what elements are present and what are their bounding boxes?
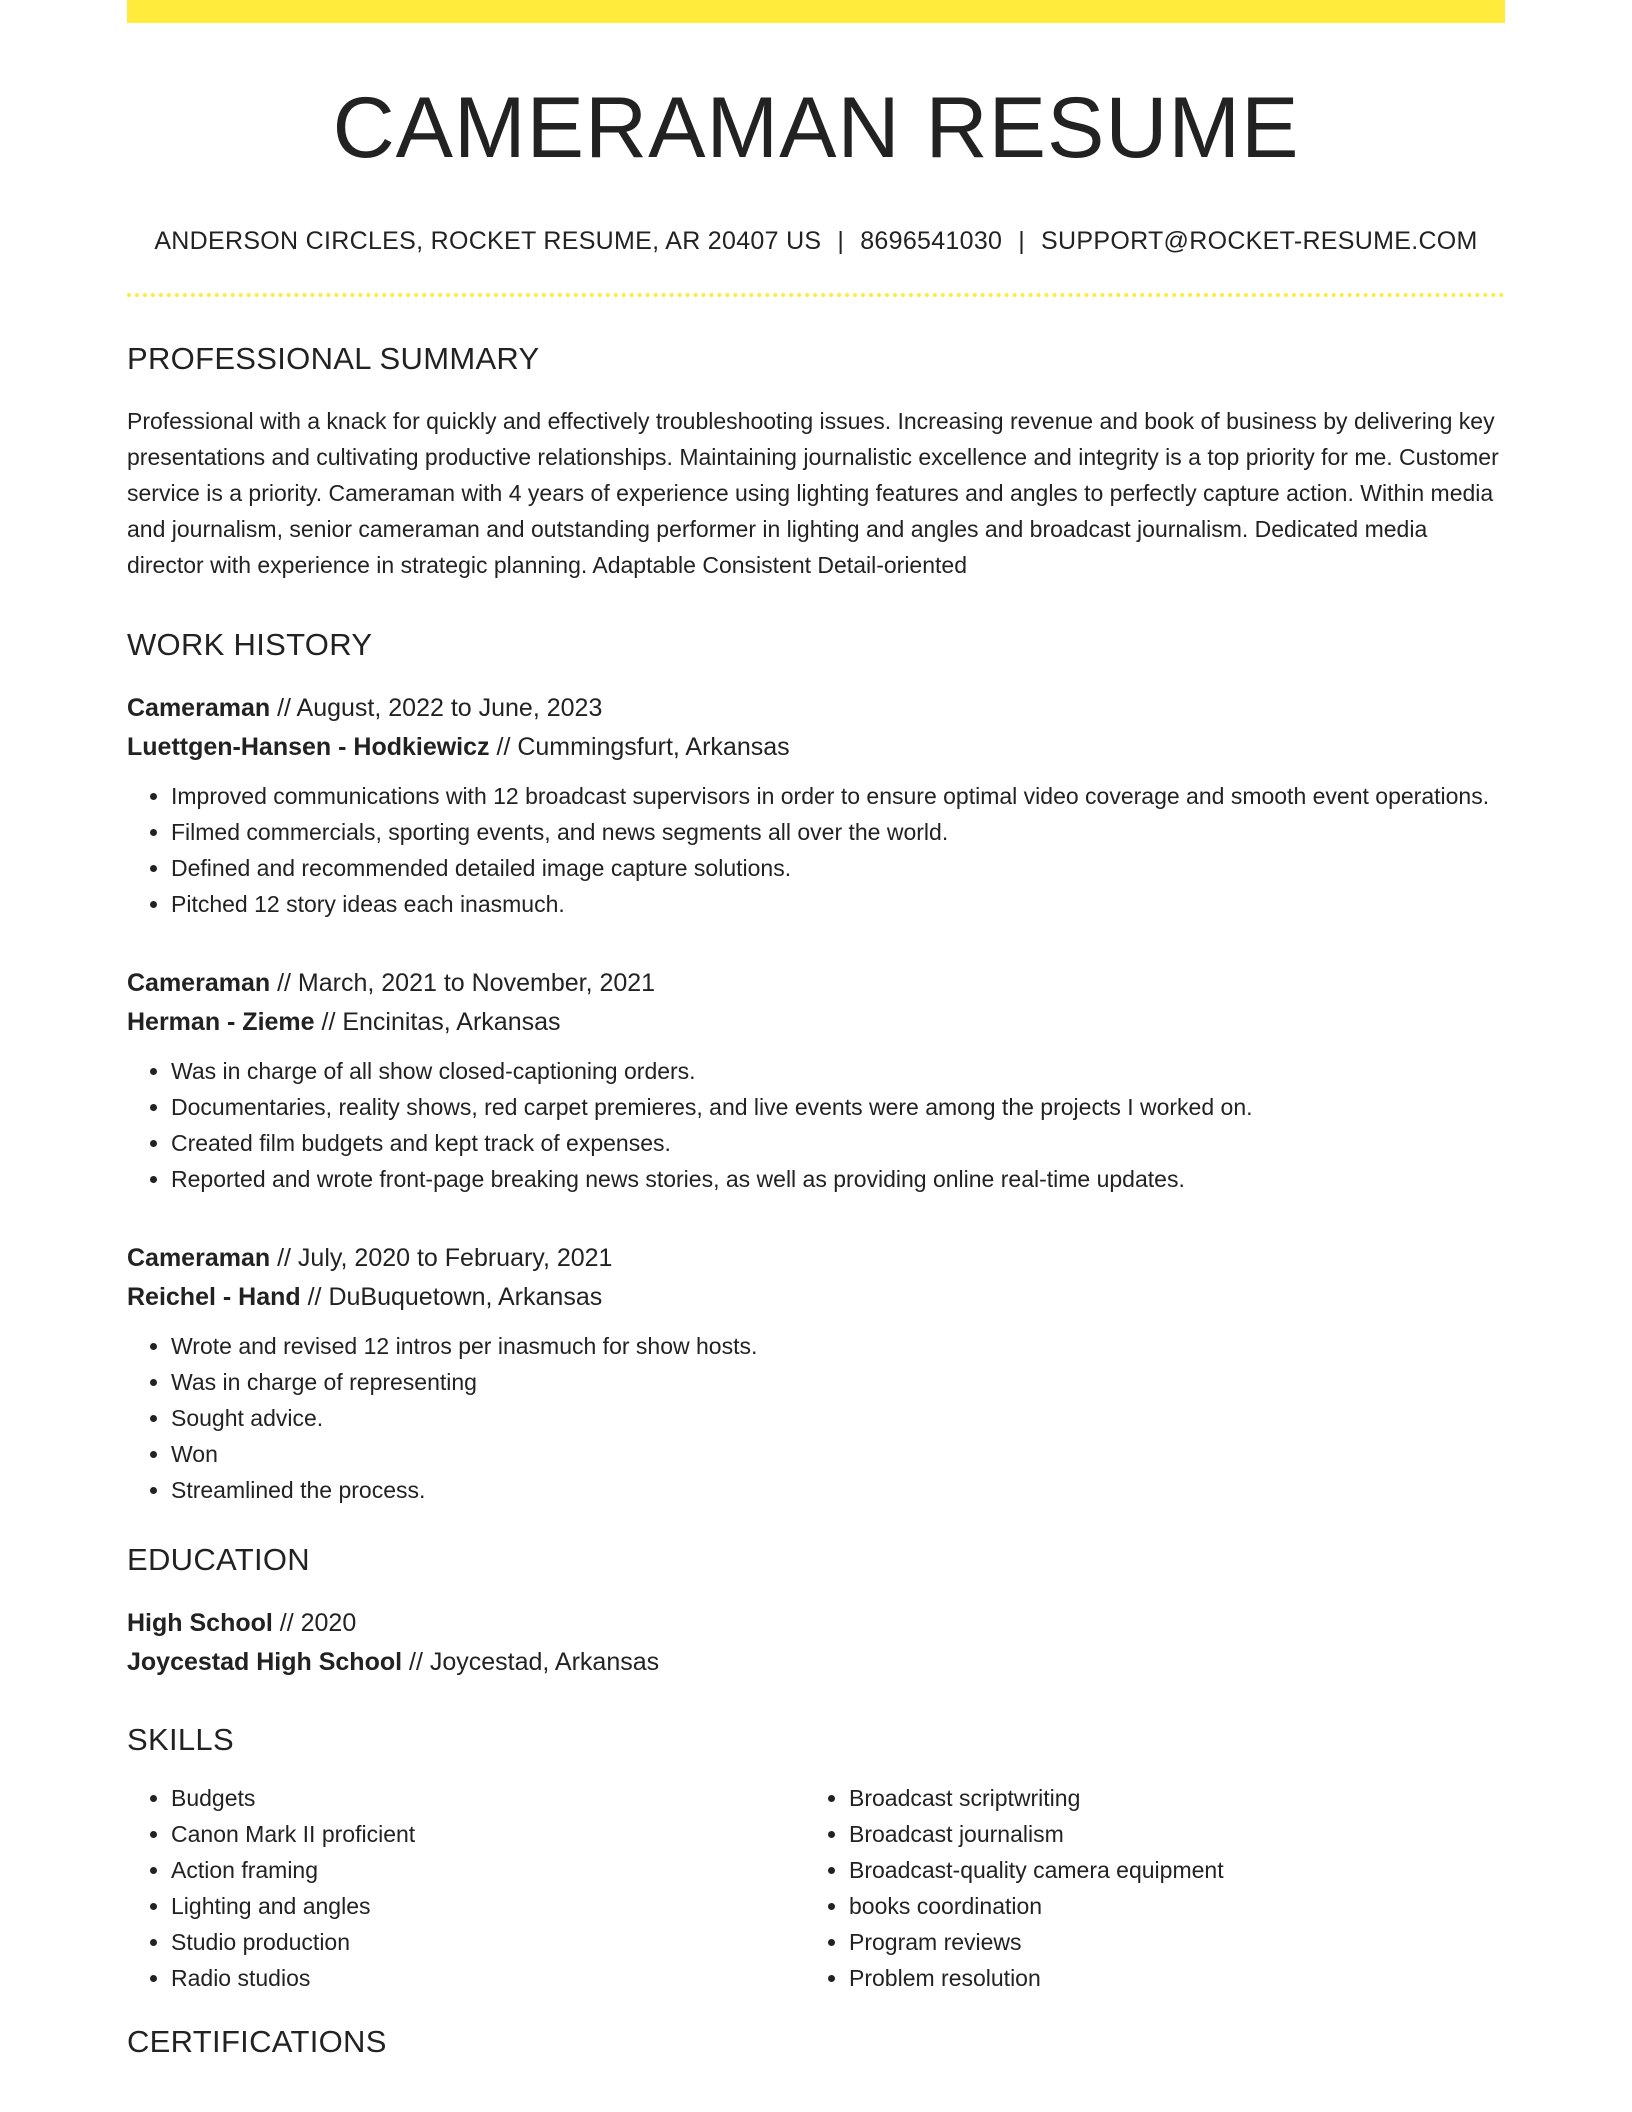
job-bullets [127, 778, 1505, 922]
skills-column-right [805, 1780, 1483, 1996]
job-company: Reichel - Hand [127, 1283, 301, 1311]
skills-list [127, 1780, 1505, 1996]
skill-item: • Broadcast-quality camera equipment [849, 1852, 1483, 1888]
job-title-line [127, 964, 1505, 1003]
list-item: • Defined and recommended detailed image capture solutions. [171, 850, 1505, 886]
list-item: • Was in charge of all show closed-captioning orders. [171, 1053, 1505, 1089]
contact-line [127, 227, 1505, 256]
job-dates: // March, 2021 to November, 2021 [270, 969, 656, 997]
skill-item: • Broadcast scriptwriting [849, 1780, 1483, 1816]
skill-item: • Budgets [171, 1780, 805, 1816]
skill-item: • Canon Mark II proficient [171, 1816, 805, 1852]
contact-separator: | [1018, 227, 1026, 255]
top-accent-bar [127, 0, 1505, 23]
job-company-line [127, 1278, 1505, 1317]
job-title: Cameraman [127, 1244, 271, 1272]
skill-item: • Action framing [171, 1852, 805, 1888]
job-entry [127, 689, 1505, 922]
list-item: • Filmed commercials, sporting events, and news segments all over the world. [171, 814, 1505, 850]
job-entry [127, 1239, 1505, 1508]
education-degree: High School [127, 1609, 273, 1637]
certifications-heading: CERTIFICATIONS [127, 2024, 387, 2059]
job-location: // Cummingsfurt, Arkansas [489, 733, 790, 761]
contact-separator: | [837, 227, 845, 255]
job-title: Cameraman [127, 694, 271, 722]
list-item: • Sought advice. [171, 1400, 1505, 1436]
skills-column-left [127, 1780, 805, 1996]
list-item: • Won [171, 1436, 1505, 1472]
list-item: • Wrote and revised 12 intros per inasmuch for show hosts. [171, 1328, 1505, 1364]
skill-item: • Radio studios [171, 1960, 805, 1996]
resume-page [127, 0, 1505, 2060]
job-bullets [127, 1328, 1505, 1508]
job-entry [127, 964, 1505, 1197]
list-item: • Documentaries, reality shows, red carpet premieres, and live events were among the projects I worked on. [171, 1089, 1505, 1125]
job-company: Herman - Zieme [127, 1008, 315, 1036]
list-item: • Pitched 12 story ideas each inasmuch. [171, 886, 1505, 922]
job-dates: // August, 2022 to June, 2023 [270, 694, 603, 722]
education-school: Joycestad High School [127, 1648, 403, 1676]
job-company-line [127, 728, 1505, 767]
list-item: • Improved communications with 12 broadcast supervisors in order to ensure optimal video coverage and smooth event operations. [171, 778, 1505, 814]
job-location: // DuBuquetown, Arkansas [300, 1283, 603, 1311]
job-title-line [127, 689, 1505, 728]
job-title: Cameraman [127, 969, 271, 997]
education-entry [127, 1604, 1505, 1682]
contact-phone: 8696541030 [860, 227, 1003, 255]
skill-item: • Problem resolution [849, 1960, 1483, 1996]
skill-item: • Studio production [171, 1924, 805, 1960]
education-school-line [127, 1643, 1505, 1682]
job-location: // Encinitas, Arkansas [314, 1008, 561, 1036]
job-dates: // July, 2020 to February, 2021 [270, 1244, 613, 1272]
summary-heading: PROFESSIONAL SUMMARY [127, 341, 540, 376]
education-heading: EDUCATION [127, 1542, 310, 1577]
skill-item: • Broadcast journalism [849, 1816, 1483, 1852]
skills-heading: SKILLS [127, 1722, 234, 1757]
summary-text: Professional with a knack for quickly and effectively troubleshooting issues. Increasing revenue and book of business by delivering key presentations and cultivating productive relationships. Maintaining journalistic excellence and integrity is a top priority for me. Customer service is a priority. Cameraman with 4 years of experience using lighting features and angles to perfectly capture action. Within media and journalism, senior cameraman and outstanding performer in lighting and angles and broadcast journalism. Dedicated media director with experience in strategic planning. Adaptable Consistent Detail-oriented [127, 408, 1499, 578]
job-company: Luettgen-Hansen - Hodkiewicz [127, 733, 490, 761]
list-item: • Was in charge of representing [171, 1364, 1505, 1400]
skill-item: • books coordination [849, 1888, 1483, 1924]
list-item: • Streamlined the process. [171, 1472, 1505, 1508]
job-bullets [127, 1053, 1505, 1197]
skill-item: • Lighting and angles [171, 1888, 805, 1924]
education-location: // Joycestad, Arkansas [402, 1648, 660, 1676]
skill-item: • Program reviews [849, 1924, 1483, 1960]
contact-address: ANDERSON CIRCLES, ROCKET RESUME, AR 20407 US [154, 227, 822, 255]
education-year: // 2020 [272, 1609, 357, 1637]
contact-email: SUPPORT@ROCKET-RESUME.COM [1041, 227, 1478, 255]
work-history-heading: WORK HISTORY [127, 627, 373, 662]
resume-title: CAMERAMAN RESUME [332, 80, 1300, 176]
dotted-divider [127, 293, 1505, 297]
list-item: • Reported and wrote front-page breaking news stories, as well as providing online real-time updates. [171, 1161, 1505, 1197]
education-degree-line [127, 1604, 1505, 1643]
job-title-line [127, 1239, 1505, 1278]
job-company-line [127, 1003, 1505, 1042]
list-item: • Created film budgets and kept track of expenses. [171, 1125, 1505, 1161]
